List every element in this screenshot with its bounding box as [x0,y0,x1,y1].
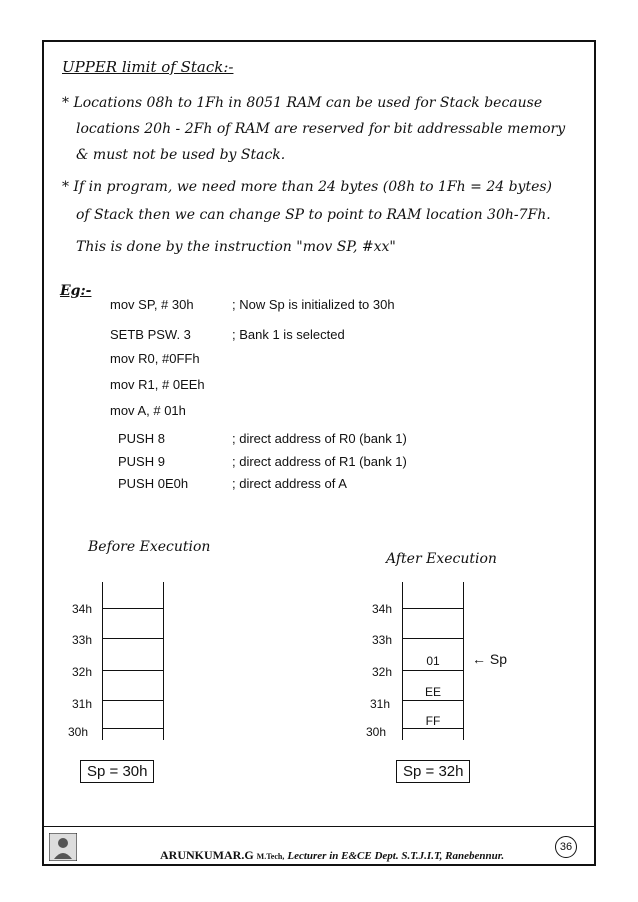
code-comment-8: ; direct address of A [232,476,347,491]
code-instr-4: mov R1, # 0EEh [110,377,205,392]
code-comment-2: ; Bank 1 is selected [232,327,345,342]
footer-author-degree: M.Tech, [256,852,285,861]
code-instr-5: mov A, # 01h [110,403,186,418]
code-instr-1: mov SP, # 30h [110,297,194,312]
para2-line2: of Stack then we can change SP to point to RAM location 30h-7Fh. [76,207,551,223]
after-value-32h: 01 [426,654,440,668]
code-comment-1: ; Now Sp is initialized to 30h [232,297,395,312]
before-label-31h: 31h [72,697,93,711]
after-label-31h: 31h [370,697,391,711]
example-label: Eg:- [60,283,92,299]
after-row-33h [403,638,463,639]
footer-divider [42,826,596,827]
before-label-34h: 34h [72,602,93,616]
after-label-32h: 32h [372,665,393,679]
before-label-30h: 30h [68,725,89,739]
footer-author-role: Lecturer in E&CE Dept. S.T.J.I.T, Ranebennur. [287,850,505,862]
after-row-30h [403,728,463,729]
page-number: 36 [555,836,577,858]
after-value-30h: FF [425,714,441,728]
para1-line1: * Locations 08h to 1Fh in 8051 RAM can be used for Stack because [62,95,543,111]
before-stack [102,582,164,740]
para2-line3: This is done by the instruction "mov SP, #xx" [76,239,396,255]
before-row-34h [103,608,163,609]
para1-line2: locations 20h - 2Fh of RAM are reserved for bit addressable memory [76,121,566,137]
author-photo-icon [49,833,77,861]
after-row-32h [403,670,463,671]
after-value-31h: EE [424,685,441,699]
code-comment-6: ; direct address of R0 (bank 1) [232,431,407,446]
before-row-30h [103,728,163,729]
after-label-30h: 30h [366,725,387,739]
para1-line3: & must not be used by Stack. [76,147,286,163]
after-row-34h [403,608,463,609]
footer-author [160,848,504,863]
code-instr-7: PUSH 9 [118,454,165,469]
before-title: Before Execution [88,539,211,555]
before-label-32h: 32h [72,665,93,679]
footer-author-name: ARUNKUMAR.G [160,848,254,862]
code-instr-3: mov R0, #0FFh [110,351,200,366]
after-row-31h [403,700,463,701]
page-heading: UPPER limit of Stack:- [62,58,234,76]
code-instr-2: SETB PSW. 3 [110,327,191,342]
after-label-33h: 33h [372,633,393,647]
sp-pointer-arrow: ← Sp [472,651,508,667]
code-comment-7: ; direct address of R1 (bank 1) [232,454,407,469]
before-row-31h [103,700,163,701]
para2-line1: * If in program, we need more than 24 bytes (08h to 1Fh = 24 bytes) [62,179,553,195]
after-stack [402,582,464,740]
after-sp-box: Sp = 32h [396,760,470,783]
before-row-33h [103,638,163,639]
before-row-32h [103,670,163,671]
code-instr-8: PUSH 0E0h [118,476,189,491]
before-sp-box: Sp = 30h [80,760,154,783]
before-label-33h: 33h [72,633,93,647]
code-instr-6: PUSH 8 [118,431,165,446]
page-border [42,40,596,866]
after-title: After Execution [386,551,497,567]
after-label-34h: 34h [372,602,393,616]
